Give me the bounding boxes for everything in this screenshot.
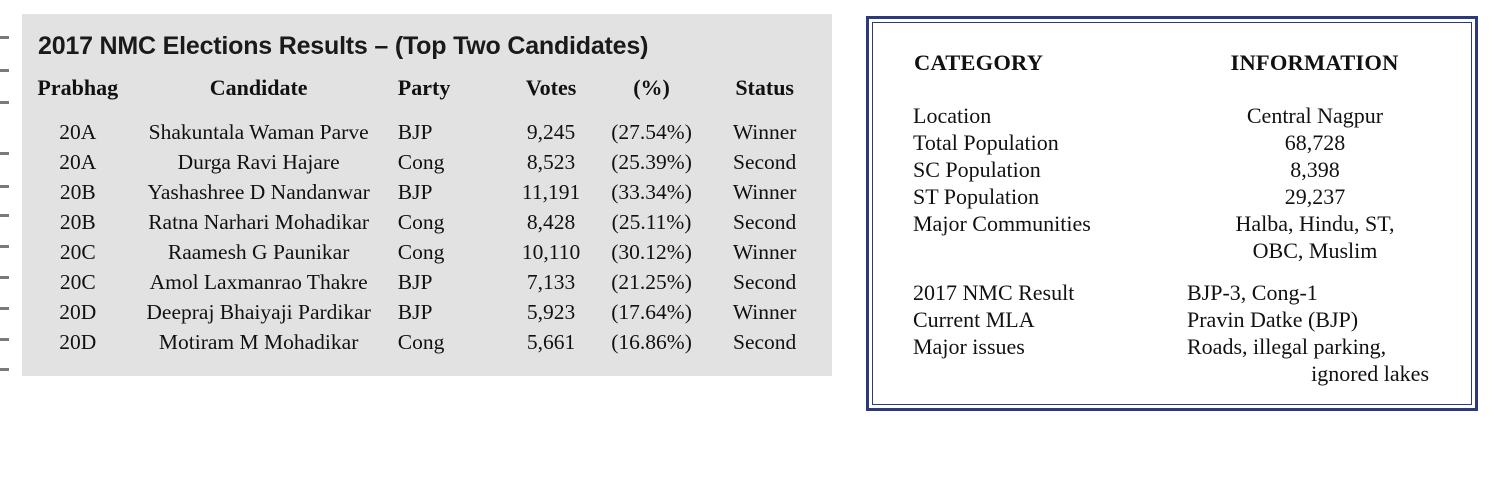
cell-votes: 9,245 [526, 119, 576, 144]
cell-percent: (25.39%) [611, 149, 692, 174]
constituency-info-box [866, 16, 1478, 411]
cell-percent: (25.11%) [611, 209, 692, 234]
column-header-candidate: Candidate [209, 75, 308, 100]
cell-candidate: Yashashree D Nandanwar [147, 179, 370, 204]
cell-status: Winner [732, 239, 797, 264]
info-row [913, 279, 1447, 306]
info-box-inner [872, 22, 1472, 405]
info-key: ST Population [913, 183, 1040, 209]
info-row [913, 306, 1447, 333]
cell-party: BJP [397, 179, 433, 204]
cell-party: BJP [397, 269, 433, 294]
page-edge-tick [0, 185, 9, 188]
cell-prabhag: 20D [59, 299, 97, 324]
page-edge-tick [0, 69, 9, 72]
table-row [30, 267, 825, 297]
info-header-information: INFORMATION [1230, 50, 1399, 75]
cell-prabhag: 20C [59, 239, 96, 264]
cell-prabhag: 20B [59, 209, 96, 234]
info-row [913, 156, 1447, 183]
info-spacer-cell [913, 264, 1183, 279]
cell-votes: 11,191 [521, 179, 581, 204]
info-value: Halba, Hindu, ST, [1235, 210, 1395, 236]
cell-prabhag: 20A [59, 119, 97, 144]
page-edge-tick [0, 368, 9, 371]
table-row [30, 177, 825, 207]
column-header-party: Party [397, 75, 451, 100]
info-row [913, 210, 1447, 237]
cell-votes: 8,428 [526, 209, 576, 234]
info-row [913, 183, 1447, 210]
cell-status: Winner [732, 119, 797, 144]
column-header-percent: (%) [633, 75, 670, 100]
cell-percent: (27.54%) [611, 119, 692, 144]
page-edge-tick [0, 214, 9, 217]
page-edge-tick [0, 276, 9, 279]
table-row [30, 327, 825, 357]
info-key: 2017 NMC Result [913, 279, 1075, 305]
info-header-category: CATEGORY [914, 50, 1044, 75]
column-header-prabhag: Prabhag [37, 75, 119, 100]
info-value: BJP-3, Cong-1 [1187, 279, 1318, 305]
cell-prabhag: 20D [59, 329, 97, 354]
cell-percent: (17.64%) [611, 299, 692, 324]
cell-prabhag: 20C [59, 269, 96, 294]
cell-candidate: Shakuntala Waman Parve [148, 119, 369, 144]
page-edge-tick [0, 36, 9, 39]
info-value: 29,237 [1284, 183, 1346, 209]
table-row [30, 297, 825, 327]
election-results-panel [22, 14, 832, 376]
cell-prabhag: 20B [59, 179, 96, 204]
cell-candidate: Durga Ravi Hajare [177, 149, 340, 174]
info-key [913, 360, 1183, 387]
info-row [913, 333, 1447, 360]
info-table [913, 49, 1447, 387]
cell-candidate: Raamesh G Paunikar [167, 239, 350, 264]
info-value: OBC, Muslim [1252, 237, 1378, 263]
cell-candidate: Deepraj Bhaiyaji Pardikar [146, 299, 371, 324]
cell-percent: (30.12%) [611, 239, 692, 264]
cell-candidate: Motiram M Mohadikar [158, 329, 359, 354]
cell-party: Cong [397, 329, 445, 354]
page-edge-tick [0, 245, 9, 248]
table-row [30, 237, 825, 267]
info-row [913, 129, 1447, 156]
cell-votes: 5,661 [526, 329, 576, 354]
results-table [30, 75, 825, 357]
cell-party: BJP [397, 299, 433, 324]
cell-candidate: Ratna Narhari Mohadikar [148, 209, 370, 234]
table-row [30, 147, 825, 177]
cell-status: Second [733, 269, 797, 294]
cell-status: Second [733, 149, 797, 174]
info-spacer-row [913, 264, 1447, 279]
cell-votes: 8,523 [526, 149, 576, 174]
results-title: 2017 NMC Elections Results – (Top Two Candidates) [38, 32, 649, 60]
page-edge-tick [0, 338, 9, 341]
info-key: SC Population [913, 156, 1041, 182]
info-spacer-cell [1183, 264, 1447, 279]
info-key: Major issues [913, 333, 1025, 359]
cell-party: Cong [397, 209, 445, 234]
cell-status: Winner [732, 179, 797, 204]
cell-percent: (21.25%) [611, 269, 692, 294]
info-value: 68,728 [1284, 129, 1346, 155]
info-row [913, 102, 1447, 129]
info-value: Central Nagpur [1246, 102, 1384, 128]
cell-party: Cong [397, 149, 445, 174]
info-key [913, 237, 1183, 264]
info-value: Pravin Datke (BJP) [1187, 306, 1359, 332]
info-value: Roads, illegal parking, [1187, 333, 1387, 359]
page-edge-tick [0, 307, 9, 310]
cell-votes: 5,923 [526, 299, 576, 324]
info-key: Major Communities [913, 210, 1091, 236]
column-header-status: Status [735, 75, 794, 100]
cell-percent: (33.34%) [611, 179, 692, 204]
column-header-votes: Votes [525, 75, 577, 100]
cell-status: Winner [732, 299, 797, 324]
info-value: ignored lakes [1311, 360, 1429, 386]
cell-votes: 7,133 [526, 269, 576, 294]
info-key: Total Population [913, 129, 1059, 155]
info-key: Current MLA [913, 306, 1035, 332]
info-row-continuation [913, 237, 1447, 264]
cell-status: Second [733, 329, 797, 354]
info-row-continuation [913, 360, 1447, 387]
cell-party: BJP [397, 119, 433, 144]
info-value: 8,398 [1290, 156, 1340, 182]
table-row [30, 207, 825, 237]
cell-party: Cong [397, 239, 445, 264]
results-header-row [30, 75, 825, 117]
table-row [30, 117, 825, 147]
info-header-row [913, 49, 1447, 102]
cell-status: Second [733, 209, 797, 234]
page-edge-tick [0, 152, 9, 155]
cell-votes: 10,110 [521, 239, 581, 264]
page-edge-tick [0, 101, 9, 104]
cell-prabhag: 20A [59, 149, 97, 174]
cell-candidate: Amol Laxmanrao Thakre [149, 269, 368, 294]
cell-percent: (16.86%) [611, 329, 692, 354]
info-key: Location [913, 102, 992, 128]
